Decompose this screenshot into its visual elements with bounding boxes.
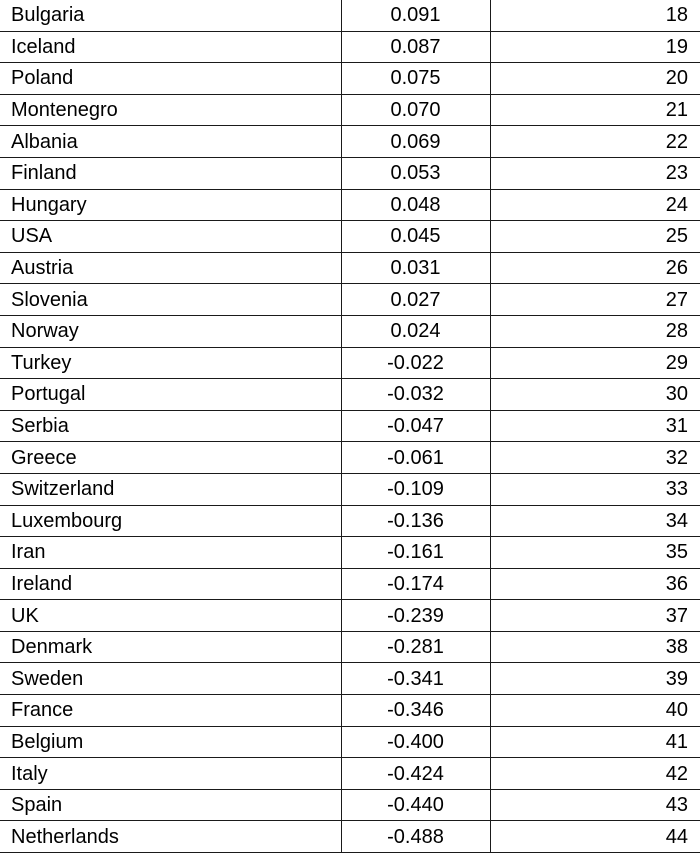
value-cell: -0.440 [341,789,490,821]
value-cell: 0.027 [341,284,490,316]
table-row [0,537,700,569]
value-cell: 0.048 [341,189,490,221]
value-cell: -0.239 [341,600,490,632]
value-cell: -0.174 [341,568,490,600]
table-row [0,695,700,727]
table-row [0,63,700,95]
country-cell: Spain [0,789,341,821]
table-row [0,347,700,379]
country-cell: Netherlands [0,821,341,853]
table-row [0,821,700,853]
value-cell: 0.045 [341,221,490,253]
country-cell: Serbia [0,410,341,442]
table-row [0,442,700,474]
country-cell: Portugal [0,379,341,411]
table-row [0,94,700,126]
country-cell: France [0,695,341,727]
country-cell: Switzerland [0,473,341,505]
country-cell: Denmark [0,631,341,663]
value-cell: -0.061 [341,442,490,474]
value-cell: 0.053 [341,157,490,189]
rank-cell: 25 [490,221,700,253]
rank-cell: 20 [490,63,700,95]
table-row [0,600,700,632]
country-cell: Luxembourg [0,505,341,537]
value-cell: 0.087 [341,31,490,63]
table-row [0,189,700,221]
table-row [0,726,700,758]
table-row [0,379,700,411]
rank-cell: 41 [490,726,700,758]
rank-cell: 28 [490,315,700,347]
value-cell: 0.031 [341,252,490,284]
rank-cell: 27 [490,284,700,316]
country-cell: Norway [0,315,341,347]
rank-cell: 38 [490,631,700,663]
table-row [0,157,700,189]
rank-cell: 37 [490,600,700,632]
rank-cell: 33 [490,473,700,505]
table-row [0,284,700,316]
rank-cell: 18 [490,0,700,31]
country-cell: Ireland [0,568,341,600]
rank-cell: 40 [490,695,700,727]
country-cell: Austria [0,252,341,284]
table-row [0,631,700,663]
value-cell: -0.136 [341,505,490,537]
country-cell: Iceland [0,31,341,63]
value-cell: -0.488 [341,821,490,853]
value-cell: -0.281 [341,631,490,663]
country-cell: Belgium [0,726,341,758]
rank-cell: 34 [490,505,700,537]
rank-cell: 30 [490,379,700,411]
table-row [0,663,700,695]
table-row [0,31,700,63]
country-cell: Sweden [0,663,341,695]
rank-cell: 36 [490,568,700,600]
table-row [0,126,700,158]
rank-cell: 35 [490,537,700,569]
country-cell: Montenegro [0,94,341,126]
value-cell: 0.091 [341,0,490,31]
table-row [0,505,700,537]
value-cell: 0.069 [341,126,490,158]
rank-cell: 39 [490,663,700,695]
value-cell: -0.047 [341,410,490,442]
table-row [0,758,700,790]
country-cell: Hungary [0,189,341,221]
value-cell: -0.400 [341,726,490,758]
rank-cell: 23 [490,157,700,189]
table-row [0,0,700,31]
table-row [0,315,700,347]
country-cell: Turkey [0,347,341,379]
country-cell: Slovenia [0,284,341,316]
country-cell: Poland [0,63,341,95]
rank-cell: 26 [490,252,700,284]
value-cell: 0.024 [341,315,490,347]
rank-cell: 42 [490,758,700,790]
value-cell: -0.161 [341,537,490,569]
rank-cell: 21 [490,94,700,126]
table-row [0,789,700,821]
table-row [0,410,700,442]
rank-cell: 24 [490,189,700,221]
rank-cell: 19 [490,31,700,63]
rank-cell: 44 [490,821,700,853]
rank-cell: 29 [490,347,700,379]
value-cell: 0.070 [341,94,490,126]
rank-cell: 43 [490,789,700,821]
rank-cell: 31 [490,410,700,442]
country-cell: Finland [0,157,341,189]
table-row [0,252,700,284]
country-cell: USA [0,221,341,253]
value-cell: -0.032 [341,379,490,411]
country-cell: Iran [0,537,341,569]
country-cell: UK [0,600,341,632]
value-cell: -0.346 [341,695,490,727]
country-cell: Bulgaria [0,0,341,31]
country-cell: Albania [0,126,341,158]
rank-cell: 22 [490,126,700,158]
country-cell: Greece [0,442,341,474]
rank-cell: 32 [490,442,700,474]
value-cell: -0.341 [341,663,490,695]
country-cell: Italy [0,758,341,790]
table-row [0,473,700,505]
value-cell: -0.424 [341,758,490,790]
value-cell: 0.075 [341,63,490,95]
value-cell: -0.022 [341,347,490,379]
value-cell: -0.109 [341,473,490,505]
table-row [0,221,700,253]
table-row [0,568,700,600]
